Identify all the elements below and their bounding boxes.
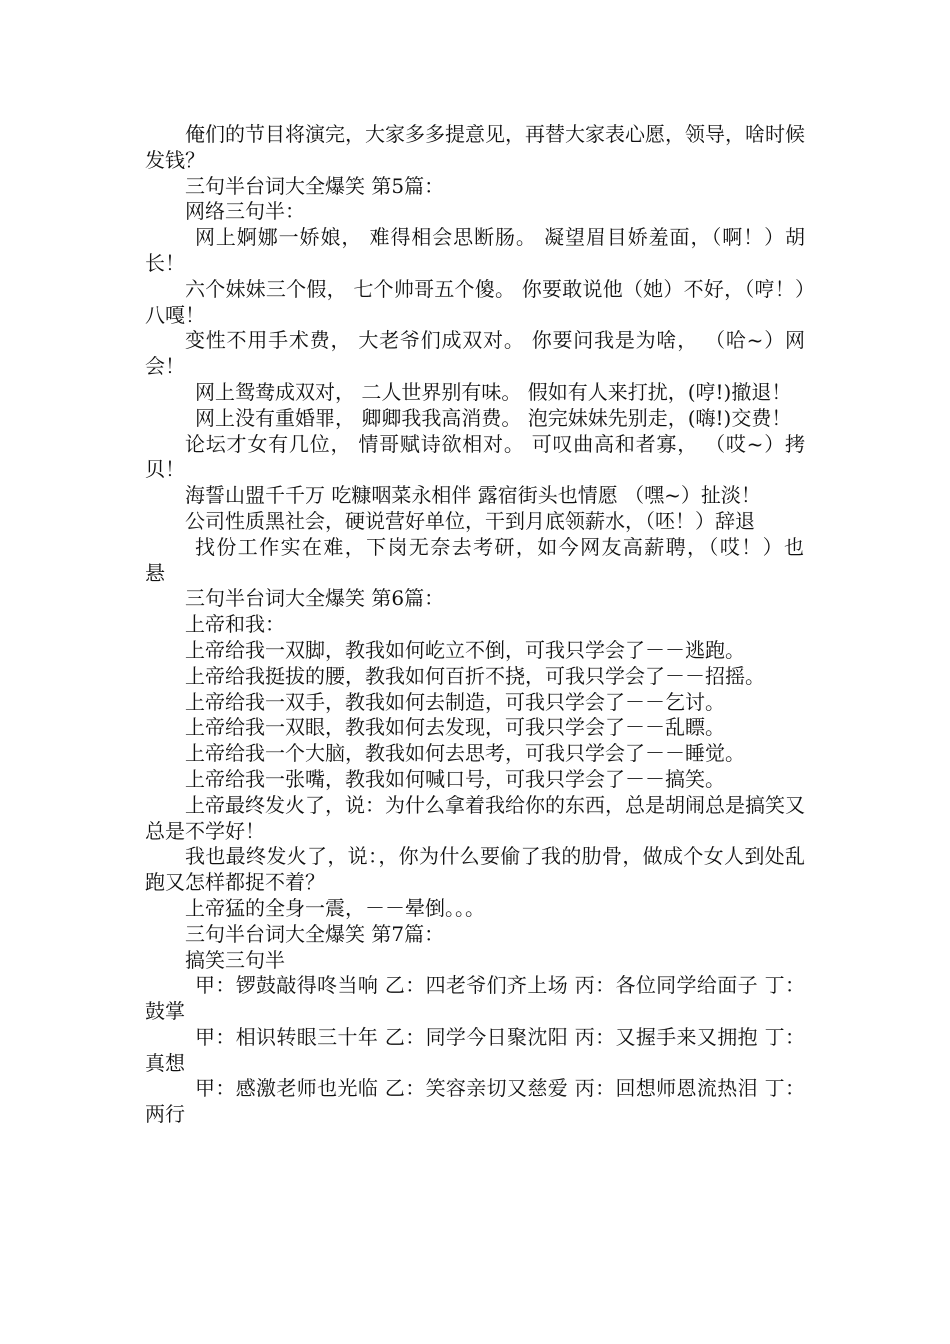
- section-heading: 三句半台词大全爆笑 第5篇：: [185, 173, 445, 198]
- paragraph: 俺们的节目将演完，大家多多提意见，再替大家表心愿，领导，啥时候发钱？: [145, 122, 805, 172]
- verse-paragraph: 找份工作实在难，下岗无奈去考研，如今网友高薪聘，（哎！）也悬: [145, 534, 805, 585]
- verse-paragraph: 甲：锣鼓敲得咚当响 乙：四老爷们齐上场 丙：各位同学给面子 丁：鼓掌: [145, 973, 805, 1024]
- paragraph: 上帝给我挺拔的腰，教我如何百折不挠，可我只学会了－－招摇。: [185, 663, 765, 688]
- paragraph: 上帝给我一双手，教我如何去制造，可我只学会了－－乞讨。: [185, 689, 725, 714]
- subheading: 网络三句半：: [185, 199, 305, 224]
- paragraph: 上帝给我一张嘴，教我如何喊口号，可我只学会了－－搞笑。: [185, 766, 725, 791]
- verse-paragraph: 六个妹妹三个假， 七个帅哥五个傻。 你要敢说他（她）不好，（哼！）八嘎！: [145, 276, 805, 327]
- verse-paragraph: 公司性质黑社会，硬说营好单位，干到月底领薪水，（呸！）辞退: [185, 508, 755, 533]
- document-body: [145, 122, 805, 1128]
- verse-paragraph: 甲：感激老师也光临 乙：笑容亲切又慈爱 丙：回想师恩流热泪 丁：两行: [145, 1076, 805, 1127]
- verse-paragraph: 网上婀娜一娇娘， 难得相会思断肠。 凝望眉目娇羞面，（啊！）胡长！: [145, 225, 805, 275]
- section-heading: 三句半台词大全爆笑 第7篇：: [185, 921, 445, 946]
- subheading: 搞笑三句半: [185, 947, 285, 972]
- paragraph: 上帝给我一双脚，教我如何屹立不倒，可我只学会了－－逃跑。: [185, 637, 745, 662]
- verse-paragraph: 论坛才女有几位， 情哥赋诗欲相对。 可叹曲高和者寡， （哎~）拷贝！: [145, 431, 805, 482]
- paragraph: 我也最终发火了，说：，你为什么要偷了我的肋骨，做成个女人到处乱跑又怎样都捉不着？: [145, 844, 805, 895]
- paragraph: 上帝给我一双眼，教我如何去发现，可我只学会了－－乱瞟。: [185, 715, 725, 740]
- verse-paragraph: 网上没有重婚罪， 卿卿我我高消费。 泡完妹妹先别走，(嗨!)交费！: [195, 405, 792, 430]
- verse-paragraph: 海誓山盟千千万 吃糠咽菜永相伴 露宿街头也情愿 （嘿~）扯淡！: [185, 483, 761, 508]
- paragraph: 上帝给我一个大脑，教我如何去思考，可我只学会了－－睡觉。: [185, 741, 745, 766]
- paragraph: 上帝猛的全身一震，－－晕倒。。。: [185, 895, 485, 920]
- section-heading: 三句半台词大全爆笑 第6篇：: [185, 586, 445, 611]
- verse-paragraph: 变性不用手术费， 大老爷们成双对。 你要问我是为啥， （哈~）网会！: [145, 328, 805, 379]
- subheading: 上帝和我：: [185, 612, 285, 637]
- verse-paragraph: 甲：相识转眼三十年 乙：同学今日聚沈阳 丙：又握手来又拥抱 丁：真想: [145, 1024, 805, 1075]
- verse-paragraph: 网上鸳鸯成双对， 二人世界别有味。 假如有人来打扰，(哼!)撤退！: [195, 379, 792, 404]
- paragraph: 上帝最终发火了，说：为什么拿着我给你的东西，总是胡闹总是搞笑又总是不学好！: [145, 792, 805, 843]
